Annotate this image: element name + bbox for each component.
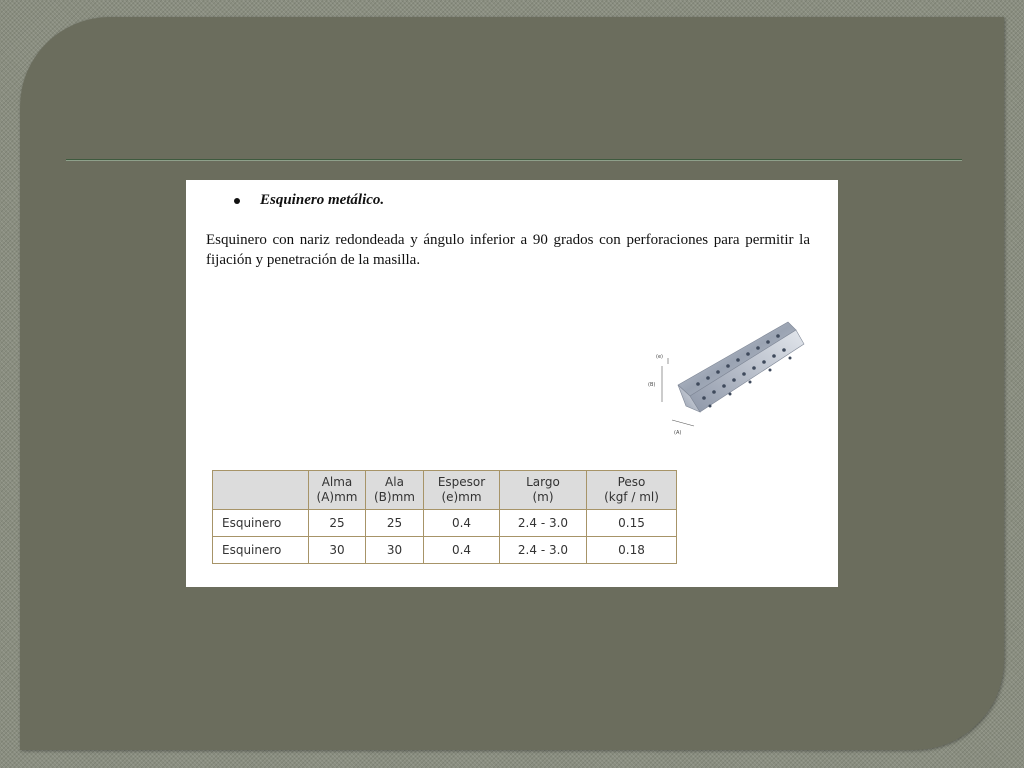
description-paragraph: Esquinero con nariz redondeada y ángulo inferior a 90 grados con perforaciones para permitir la fijación y penetración de la masilla. [206, 232, 810, 268]
corner-bead-illustration [638, 300, 818, 440]
table-header-cell: Ala (B)mm [366, 471, 424, 510]
table-cell: 2.4 - 3.0 [500, 537, 587, 564]
label-e: (e) [656, 354, 663, 360]
table-header-cell: Alma (A)mm [309, 471, 366, 510]
table-header-row [213, 471, 677, 510]
table-cell: 0.4 [424, 510, 500, 537]
bullet-title: Esquinero metálico. [260, 192, 385, 208]
table-cell: Esquinero [213, 537, 309, 564]
table-cell: 25 [366, 510, 424, 537]
spec-table [212, 470, 677, 564]
slide-background [20, 17, 1004, 750]
table-cell: 30 [309, 537, 366, 564]
table-header-cell: Espesor (e)mm [424, 471, 500, 510]
table-cell: 0.4 [424, 537, 500, 564]
label-b: (B) [648, 382, 656, 388]
table-cell: 0.15 [587, 510, 677, 537]
bullet-icon [234, 198, 240, 204]
table-cell: 0.18 [587, 537, 677, 564]
label-a: (A) [674, 430, 682, 436]
table-row [213, 537, 677, 564]
table-cell: 2.4 - 3.0 [500, 510, 587, 537]
table-header-cell [213, 471, 309, 510]
table-header-cell: Peso (kgf / ml) [587, 471, 677, 510]
table-cell: Esquinero [213, 510, 309, 537]
table-header-cell: Largo (m) [500, 471, 587, 510]
table-cell: 25 [309, 510, 366, 537]
table-row [213, 510, 677, 537]
bullet-heading [230, 192, 384, 209]
table-cell: 30 [366, 537, 424, 564]
title-divider [66, 159, 962, 161]
document-image [186, 180, 838, 587]
